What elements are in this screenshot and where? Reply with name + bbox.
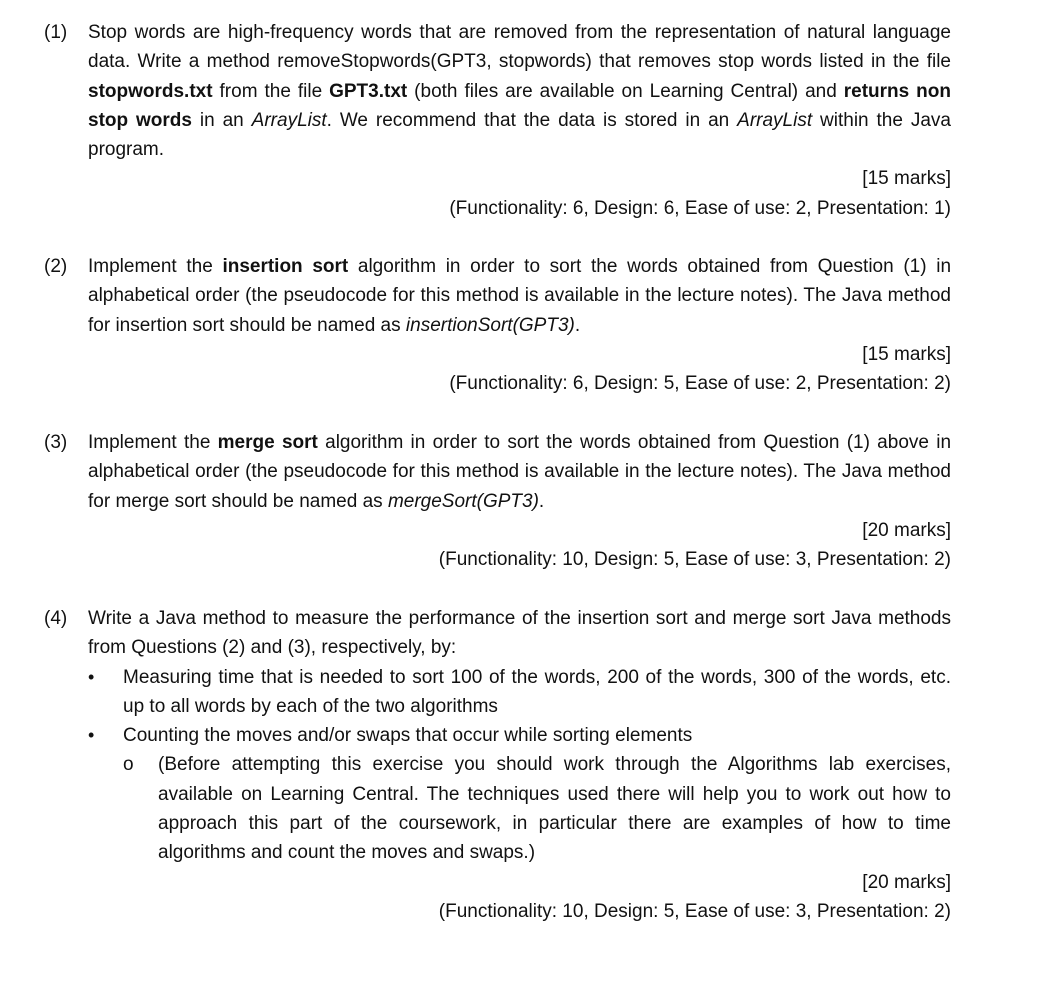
list-item: • Measuring time that is needed to sort 100 of the words, 200 of the words, 300 of the words, etc. up to all words by each of the two algorithms [88,663,951,722]
marks: [20 marks] [862,871,951,893]
question-number: (1) [44,22,68,43]
marks-breakdown: (Functionality: 10, Design: 5, Ease of use: 3, Presentation: 2) [438,900,951,922]
list-item: • Counting the moves and/or swaps that occur while sorting elements o (Before attempting this exercise you should work through the Algorithms lab exercises, available on Learning Central. The techniques used there will help you to work out how to approach this part of the coursework, in particular there are examples of how to time algorithms and count the moves and swaps.) [88,721,951,867]
marks: [20 marks] [862,519,951,541]
question-text: Write a Java method to measure the performance of the insertion sort and merge sort Java methods from Questions (2) and (3), respectively, by: [88,608,951,659]
marks-breakdown: (Functionality: 10, Design: 5, Ease of use: 3, Presentation: 2) [438,549,951,571]
question-1 [44,18,951,223]
sub-list-item: o (Before attempting this exercise you should work through the Algorithms lab exercises, available on Learning Central. The techniques used there will help you to work out how to approach this part of the coursework, in particular there are examples of how to time algorithms and count the moves and swaps.) [123,750,951,867]
question-number: (2) [44,256,68,277]
marks-breakdown: (Functionality: 6, Design: 5, Ease of use: 2, Presentation: 2) [449,373,951,395]
question-text: Implement the insertion sort algorithm in order to sort the words obtained from Question (1) in alphabetical order (the pseudocode for this method is available in the lecture notes). The Java method for insertion sort should be named as insertionSort(GPT3). [88,256,952,336]
sub-bullet-list [123,750,951,867]
question-text: Stop words are high-frequency words that are removed from the representation of natural language data. Write a method removeStopwords(GPT3, stopwords) that removes stop words listed in the file stopwords.txt from the file GPT3.txt (both files are available on Learning Central) and returns non stop words in an ArrayList. We recommend that the data is stored in an ArrayList within the Java program. [88,22,951,161]
marks: [15 marks] [862,168,951,190]
question-text: Implement the merge sort algorithm in order to sort the words obtained from Question (1) above in alphabetical order (the pseudocode for this method is available in the lecture notes). The Java method for merge sort should be named as mergeSort(GPT3). [88,432,952,512]
question-number: (3) [44,432,68,453]
bullet-list [88,663,951,868]
marks: [15 marks] [862,343,951,365]
question-3 [44,428,951,574]
marks-breakdown: (Functionality: 6, Design: 6, Ease of use: 2, Presentation: 1) [449,197,951,219]
question-number: (4) [44,608,68,629]
question-4 [44,604,951,926]
question-2 [44,252,951,398]
